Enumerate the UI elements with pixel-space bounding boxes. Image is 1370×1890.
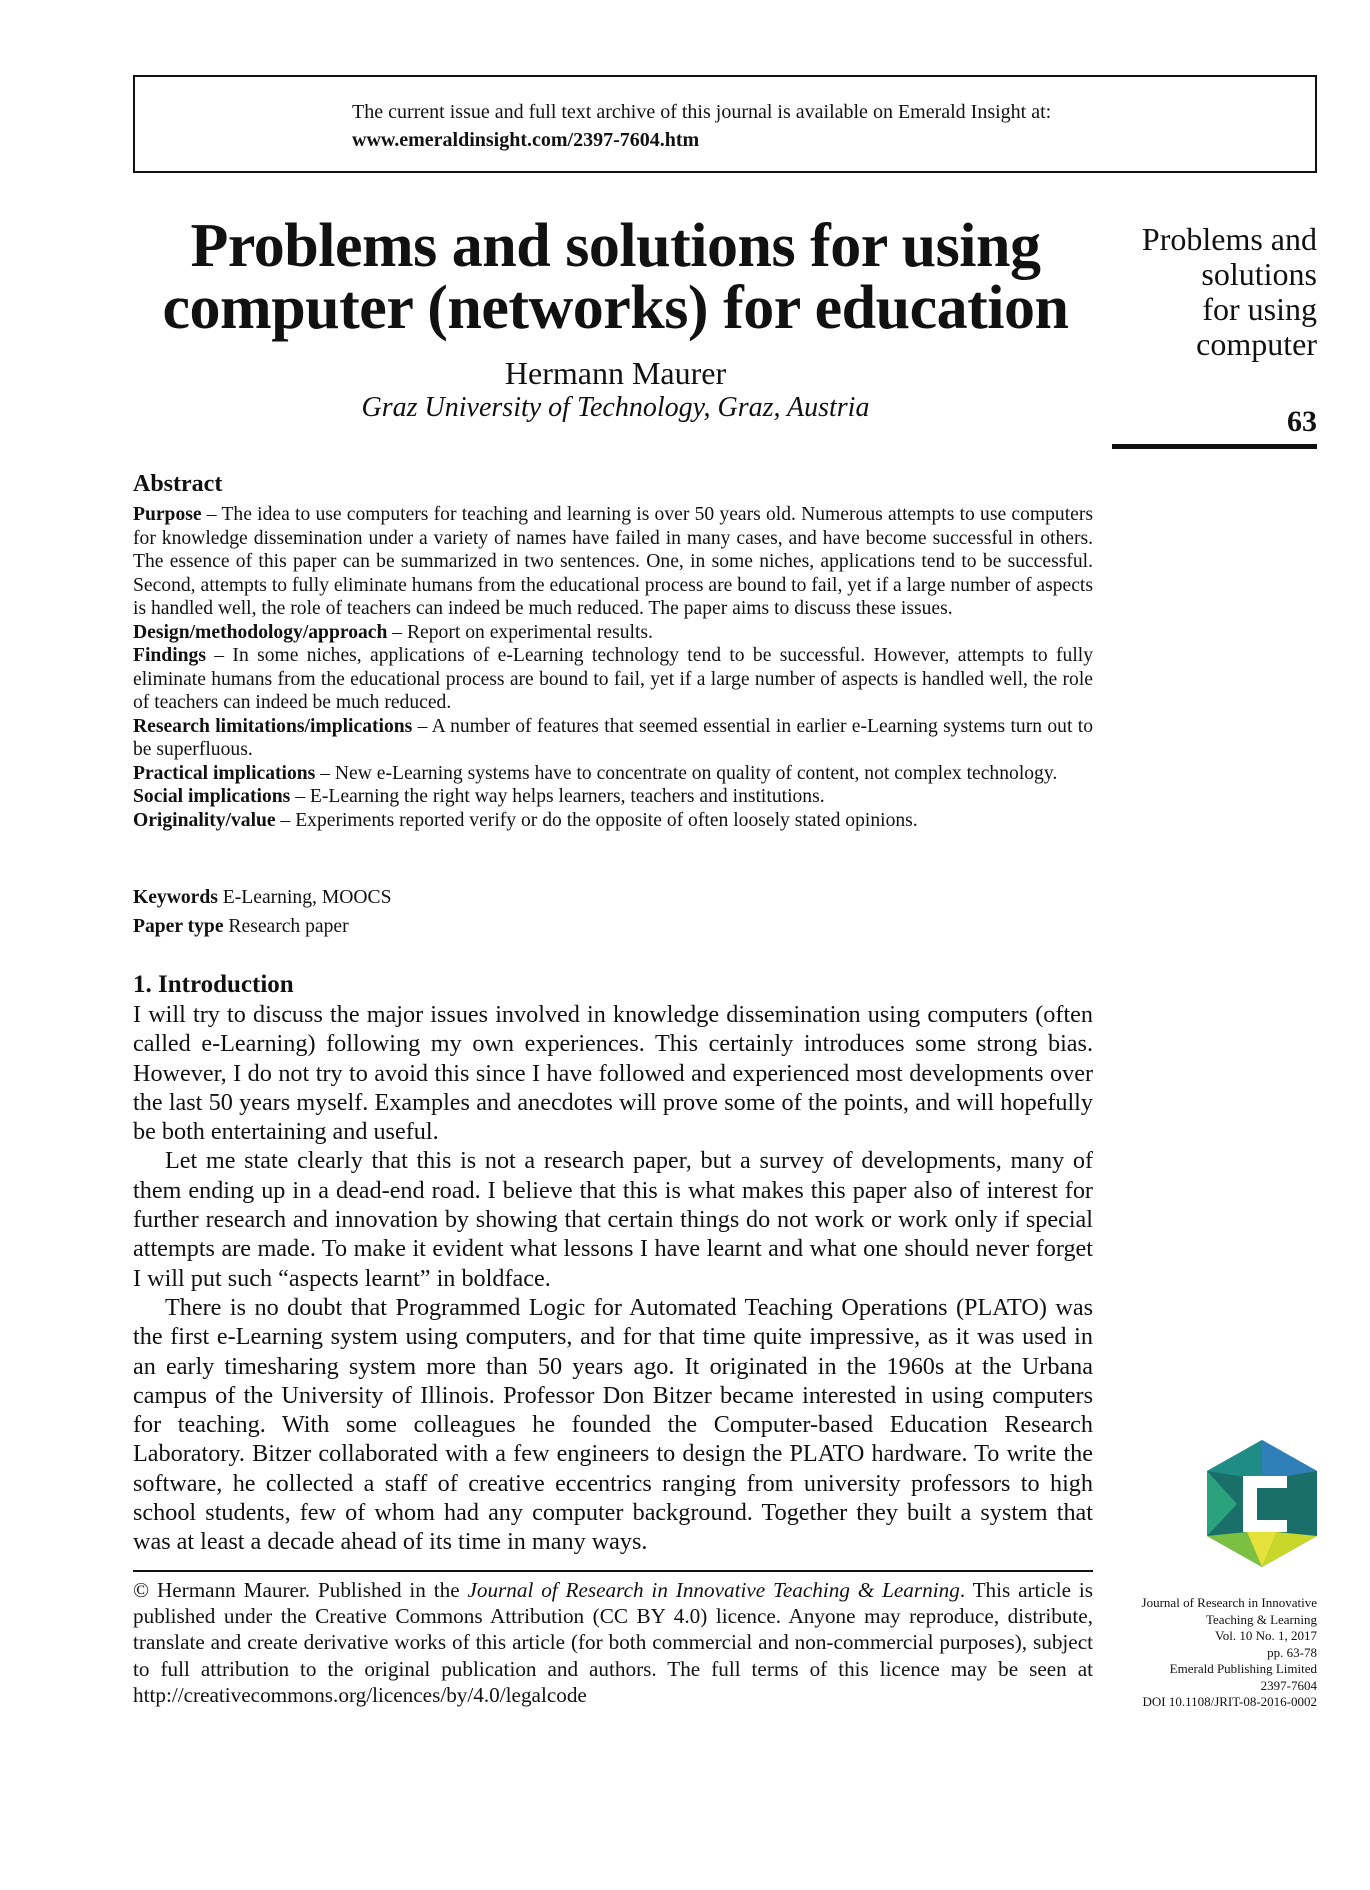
- keywords-label: Keywords: [133, 887, 218, 908]
- journal-name: Journal of Research in Innovative Teaching & Learning: [467, 1578, 960, 1602]
- license-text: . This article is published under the Creative Commons Attribution (CC BY 4.0) licence. Anyone may reproduce, distribute, translate and create derivative works of this article (for both commercial and non-commercial purposes), subject to full attribution to the original publication and authors. The full terms of this licence may be seen at http://creativecommons.org/licences/by/4.0/legalcode: [133, 1578, 1093, 1707]
- journal-citation-info: [1100, 1595, 1317, 1711]
- abstract-item-text: – In some niches, applications of e-Learning technology tend to be successful. However, attempts to fully eliminate humans from the educational process are bound to fail, yet if a large number of aspects is handled well, the role of teachers can indeed be much reduced.: [133, 645, 1093, 713]
- introduction-body: [133, 1000, 1093, 1557]
- abstract-item-text: – New e-Learning systems have to concentrate on quality of content, not complex technology.: [315, 762, 1058, 784]
- abstract-item: [133, 621, 1093, 645]
- author-name: Hermann Maurer: [504, 355, 727, 391]
- journal-url-link[interactable]: www.emeraldinsight.com/2397-7604.htm: [352, 129, 700, 151]
- running-title: [1110, 222, 1317, 362]
- margin-divider: [1112, 444, 1317, 449]
- license-text: © Hermann Maurer. Published in the: [133, 1578, 468, 1602]
- abstract-item-label: Originality/value: [133, 809, 276, 831]
- journal-notice-box: [133, 75, 1317, 173]
- emerald-logo-icon: [1207, 1440, 1317, 1567]
- abstract-item-label: Findings: [133, 645, 206, 666]
- article-title-line-1: Problems and solutions for using: [190, 212, 1041, 280]
- paper-type-value: Research paper: [223, 916, 349, 937]
- license-notice: [133, 1577, 1093, 1708]
- running-title-line: for using: [1202, 291, 1317, 327]
- article-title: [133, 212, 1098, 342]
- body-paragraph: Let me state clearly that this is not a research paper, but a survey of developments, many of them ending up in a dead-end road. I believe that this is what makes this paper also of interest for further research and innovation by showing that certain things do not work or work only if special attempts are made. To make it evident what lessons I have learnt and what one should never forget I will put such “aspects learnt” in boldface.: [133, 1147, 1093, 1292]
- abstract-item: [133, 762, 1093, 786]
- journal-info-line: Journal of Research in Innovative: [1141, 1595, 1317, 1610]
- keywords-line: [133, 886, 392, 910]
- article-title-line-2: computer (networks) for education: [162, 274, 1069, 342]
- author-affiliation: Graz University of Technology, Graz, Austria: [361, 392, 870, 423]
- journal-info-line: pp. 63-78: [1267, 1644, 1317, 1660]
- page-number: 63: [1287, 405, 1317, 438]
- running-title-line: computer: [1196, 326, 1317, 362]
- abstract-item-label: Purpose: [133, 504, 202, 525]
- abstract-item-text: – The idea to use computers for teaching and learning is over 50 years old. Numerous attempts to use computers for knowledge dissemination under a variety of names have failed in many cases, and have become successful in others. The essence of this paper can be summarized in two sentences. One, in some niches, applications tend to be successful. Second, attempts to fully eliminate humans from the educational process are bound to fail, yet if a large number of aspects is handled well, the role of teachers can indeed be much reduced. The paper aims to discuss these issues.: [133, 504, 1093, 619]
- abstract-item: [133, 503, 1093, 621]
- running-title-line: Problems and: [1141, 221, 1317, 257]
- journal-info-line: Teaching & Learning: [1206, 1611, 1317, 1627]
- abstract-item-label: Practical implications: [133, 762, 316, 784]
- journal-info-line: Vol. 10 No. 1, 2017: [1215, 1628, 1317, 1643]
- abstract-item-label: Design/methodology/approach: [133, 621, 388, 643]
- body-paragraph: There is no doubt that Programmed Logic for Automated Teaching Operations (PLATO) was the first e-Learning system using computers, and for that time quite impressive, as it was used in an early timesharing system more than 50 years ago. It originated in the 1960s at the Urbana campus of the University of Illinois. Professor Don Bitzer became interested in using computers for teaching. With some colleagues he founded the Computer-based Education Research Laboratory. Bitzer collaborated with a few engineers to design the PLATO hardware. To write the software, he collected a staff of creative eccentrics ranging from university professors to high school students, few of whom had any computer background. Together they built a system that was at least a decade ahead of its time in many ways.: [133, 1293, 1093, 1556]
- journal-info-line: Emerald Publishing Limited: [1169, 1661, 1317, 1676]
- journal-info-line: 2397-7604: [1260, 1677, 1317, 1693]
- abstract-item-text: – Experiments reported verify or do the opposite of often loosely stated opinions.: [275, 809, 918, 831]
- paper-type-label: Paper type: [133, 916, 224, 937]
- keywords-value: E-Learning, MOOCS: [217, 887, 392, 908]
- journal-notice-text: The current issue and full text archive of this journal is available on Emerald Insight at:: [352, 101, 1052, 123]
- abstract-item-text: – Report on experimental results.: [387, 621, 653, 643]
- abstract-item-label: Social implications: [133, 786, 291, 807]
- running-title-line: solutions: [1201, 256, 1317, 292]
- journal-info-line: DOI 10.1108/JRIT-08-2016-0002: [1142, 1694, 1317, 1709]
- footer-divider: [133, 1570, 1093, 1572]
- abstract-item: [133, 809, 1093, 833]
- abstract-body: [133, 503, 1093, 832]
- abstract-item-text: – E-Learning the right way helps learners, teachers and institutions.: [290, 786, 825, 807]
- abstract-item: [133, 715, 1093, 762]
- paper-type-line: [133, 915, 349, 939]
- section-heading: 1. Introduction: [133, 971, 294, 998]
- body-paragraph: I will try to discuss the major issues involved in knowledge dissemination using computers (often called e-Learning) following my own experiences. This certainly introduces some strong bias. However, I do not try to avoid this since I have followed and experienced most developments over the last 50 years myself. Examples and anecdotes will prove some of the points, and will hopefully be both entertaining and useful.: [133, 1001, 1093, 1146]
- abstract-item-label: Research limitations/implications: [133, 715, 413, 737]
- abstract-item: [133, 644, 1093, 715]
- abstract-item: [133, 785, 1093, 809]
- abstract-heading: Abstract: [133, 471, 223, 497]
- abstract-item-text: – A number of features that seemed essential in earlier e-Learning systems turn out to be superfluous.: [133, 715, 1093, 760]
